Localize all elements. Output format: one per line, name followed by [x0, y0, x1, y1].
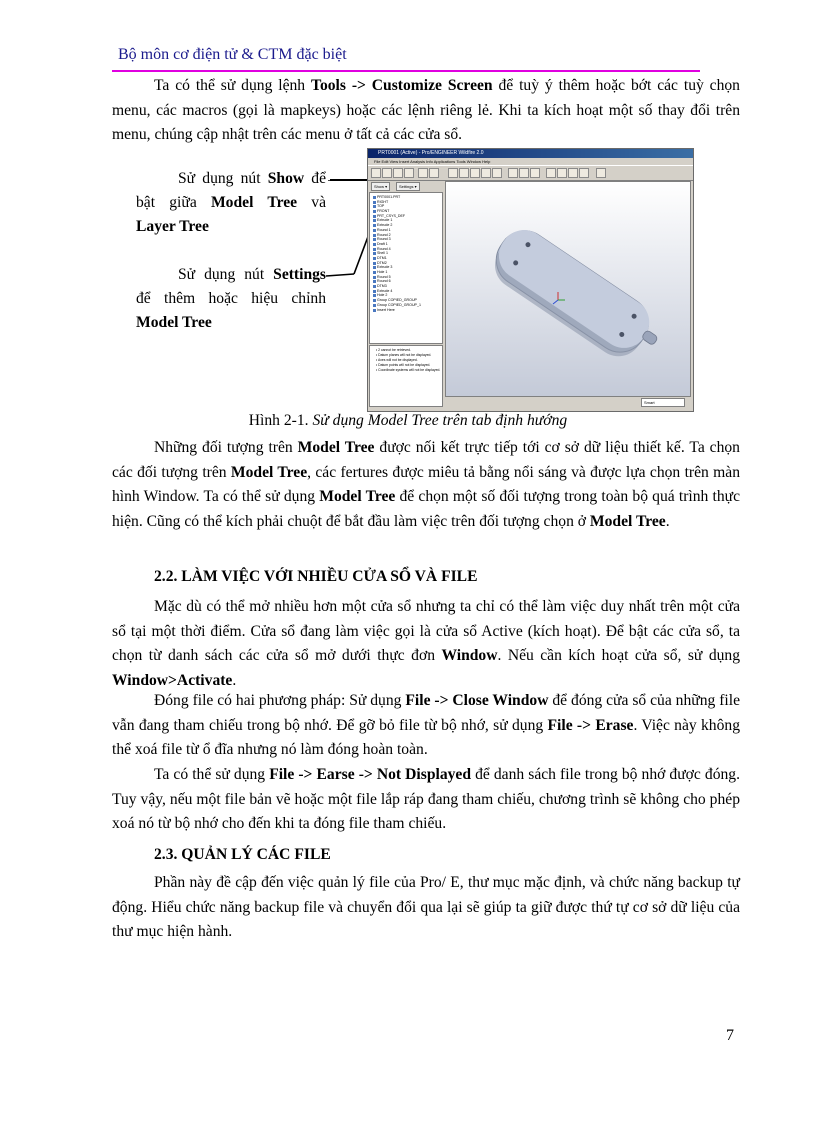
para-close-run: Đóng file có hai phương pháp: Sử dụng: [154, 692, 406, 709]
toolbar-orient-icon[interactable]: [492, 168, 502, 178]
model-tree-paragraph: [112, 436, 740, 534]
model-tree-item[interactable]: Hole 1: [377, 270, 442, 275]
callout-show-run: và: [297, 194, 326, 211]
part-model: [484, 221, 668, 373]
toolbar-shading-icon[interactable]: [530, 168, 540, 178]
model-tree-item[interactable]: Group COPIED_GROUP_1: [377, 303, 442, 308]
callout-show-run: để bật giữa: [136, 170, 326, 211]
header-rule: [112, 70, 700, 72]
model-tree-item[interactable]: Extrude 3: [377, 265, 442, 270]
para-windows-run: Window>Activate: [112, 671, 233, 689]
callout-settings-run: Sử dụng nút: [178, 266, 274, 283]
files-paragraph: [112, 871, 740, 945]
para-close-run: . Việc này không thể xoá file từ ổ đĩa nhưng nó làm đóng hoàn toàn.: [112, 716, 740, 758]
toolbar-undo-icon[interactable]: [418, 168, 428, 178]
callout-show-run: Sử dụng nút: [178, 170, 268, 187]
para-model-tree-run: Những đối tượng trên: [154, 439, 298, 456]
intro-run: Tools -> Customize Screen: [310, 77, 493, 94]
toolbar-hidden-line-icon[interactable]: [519, 168, 529, 178]
model-tree-item[interactable]: PRT0001.PRT: [377, 195, 442, 200]
toolbar-print-icon[interactable]: [404, 168, 414, 178]
para-close-run: File -> Erase: [547, 716, 634, 734]
para-model-tree-run: được nối kết trực tiếp tới cơ sở dữ liệu thiết kế. Ta chọn các đối tượng trên: [112, 439, 740, 481]
message-item: • Datum planes will not be displayed.: [376, 353, 432, 357]
proe-screenshot: [367, 148, 694, 412]
para-model-tree-run: Model Tree: [230, 463, 308, 481]
message-item: • 2 cannot be retrieved.: [376, 348, 411, 352]
toolbar-zoom-out-icon[interactable]: [470, 168, 480, 178]
toolbar-refit-icon[interactable]: [481, 168, 491, 178]
proe-toolbar: [368, 165, 693, 181]
model-tree-item[interactable]: PRT_CSYS_DEF: [377, 214, 442, 219]
show-button[interactable]: Show ▾: [371, 182, 390, 191]
caption-prefix: Hình 2-1.: [248, 412, 313, 429]
toolbar-help-icon[interactable]: [596, 168, 606, 178]
para-close-run: để đóng cửa sổ của những file vẫn đang tham chiếu trong bộ nhớ. Để gỡ bỏ file từ bộ nhớ, sử dụng: [112, 692, 740, 734]
toolbar-repaint-icon[interactable]: [448, 168, 458, 178]
proe-menu-bar[interactable]: File Edit View Insert Analysis Info Applications Tools Window Help: [374, 159, 491, 164]
para-files-run: Phần này đề cập đến việc quản lý file của Pro/ E, thư mục mặc định, và chức năng backup tự động. Hiểu chức năng backup file và chuyển đổi qua lại sẽ giúp ta giữ được thứ tự cơ sở dữ liệu của thư mục hiện hành.: [112, 874, 740, 940]
callout-settings: [136, 263, 326, 335]
model-tree-item[interactable]: Round 5: [377, 275, 442, 280]
model-tree-item[interactable]: DTM2: [377, 261, 442, 266]
intro-run: Ta có thể sử dụng lệnh: [154, 77, 311, 94]
model-tree-item[interactable]: Round 4: [377, 247, 442, 252]
para-erase-run: Ta có thể sử dụng: [154, 766, 270, 783]
message-item: • Axes will not be displayed.: [376, 358, 418, 362]
caption-italic: Sử dụng Model Tree trên tab định hướng: [312, 412, 568, 429]
graphics-window[interactable]: [445, 181, 691, 397]
para-erase-run: để danh sách file trong bộ nhớ được đóng. Tuy vậy, nếu một file bản vẽ hoặc một file lắp ráp đang tham chiếu, chương trình sẽ không cho phép xoá nó từ bộ nhớ cho đến khi ta đóng file tham chiếu.: [112, 766, 740, 832]
para-model-tree-run: Model Tree: [297, 439, 375, 456]
toolbar-datum-axis-icon[interactable]: [557, 168, 567, 178]
model-tree-item[interactable]: Round 2: [377, 233, 442, 238]
callout-show-run: Layer Tree: [136, 218, 209, 235]
toolbar-wireframe-icon[interactable]: [508, 168, 518, 178]
callout-show: [136, 167, 326, 239]
model-tree-item[interactable]: Round 3: [377, 237, 442, 242]
model-tree-item[interactable]: Round 6: [377, 279, 442, 284]
callout-settings-run: Model Tree: [136, 314, 212, 331]
para-model-tree-run: , các fertures được miêu tả bằng nổi sáng và được lựa chọn trên màn hình Window. Ta có thể sử dụng: [112, 463, 740, 505]
model-tree-list: [370, 193, 442, 312]
para-windows-run: . Nếu cần kích hoạt cửa sổ, sử dụng: [497, 647, 741, 664]
model-tree-item[interactable]: TOP: [377, 204, 442, 209]
proe-title-bar: PRT0001 (Active) - Pro/ENGINEER Wildfire 2.0: [368, 149, 693, 158]
page-number: 7: [726, 1027, 734, 1044]
model-tree-item[interactable]: DTM1: [377, 256, 442, 261]
para-model-tree-run: Model Tree: [589, 512, 666, 530]
message-item: • Coordinate systems will not be displayed.: [376, 368, 441, 372]
toolbar-zoom-in-icon[interactable]: [459, 168, 469, 178]
callout-show-run: Show: [267, 170, 305, 187]
model-tree-item[interactable]: Extrude 4: [377, 289, 442, 294]
para-windows-run: .: [232, 671, 237, 689]
para-windows-run: Mặc dù có thể mở nhiều hơn một cửa sổ nhưng ta chỉ có thể làm việc duy nhất trên một cửa sổ tại một thời điểm. Cửa sổ đang làm việc gọi là cửa sổ Active (kích hoạt). Để bật các cửa sổ, ta chọn từ danh sách các cửa sổ mở dưới thực đơn: [112, 598, 740, 664]
message-area: [369, 345, 443, 407]
settings-button[interactable]: Settings ▾: [396, 182, 420, 191]
para-erase-run: File -> Earse -> Not Displayed: [269, 766, 472, 783]
para-model-tree-run: .: [665, 512, 670, 530]
header-title: Bộ môn cơ điện tử & CTM đặc biệt: [118, 46, 347, 63]
para-close-run: File -> Close Window: [405, 692, 549, 709]
message-list: [370, 346, 442, 373]
model-tree-item[interactable]: Extrude 2: [377, 223, 442, 228]
model-tree-item[interactable]: Draft 1: [377, 242, 442, 247]
toolbar-csys-icon[interactable]: [579, 168, 589, 178]
message-item: • Datum points will not be displayed.: [376, 363, 431, 367]
tree-header: [368, 181, 443, 191]
toolbar-redo-icon[interactable]: [429, 168, 439, 178]
model-tree-item[interactable]: Extrude 1: [377, 218, 442, 223]
para-model-tree-run: để chọn một số đối tượng trong toàn bộ quá trình thực hiện. Cũng có thể kích phải chuột để bắt đầu làm việc trên đối tượng chọn ở: [112, 488, 741, 530]
heading-2-3: 2.3. QUẢN LÝ CÁC FILE: [154, 846, 331, 863]
model-tree-item[interactable]: RIGHT: [377, 200, 442, 205]
model-tree-item[interactable]: Group COPIED_GROUP: [377, 298, 442, 303]
callout-settings-run: Settings: [273, 266, 326, 283]
callout-show-run: Model Tree: [210, 194, 298, 211]
part-model-graphic: [446, 182, 690, 396]
toolbar-new-icon[interactable]: [371, 168, 381, 178]
model-tree-item[interactable]: Round 1: [377, 228, 442, 233]
proe-navigator: [368, 181, 443, 410]
model-tree-item[interactable]: DTM3: [377, 284, 442, 289]
windows-paragraph: [112, 595, 740, 693]
intro-run: để tuỳ ý thêm hoặc bớt các tuỳ chọn menu, các macros (gọi là mapkeys) hoặc các lệnh riêng lẻ. Khi ta kích hoạt một số thay đổi trên menu, chúng cập nhật trên các menu ở tất cả các cửa sổ.: [112, 77, 740, 143]
model-tree: [369, 192, 443, 344]
callout-settings-run: để thêm hoặc hiệu chỉnh: [136, 290, 326, 307]
model-tree-item[interactable]: Shell 1: [377, 251, 442, 256]
toolbar-datum-plane-icon[interactable]: [546, 168, 556, 178]
close-paragraph: [112, 689, 740, 763]
toolbar-save-icon[interactable]: [393, 168, 403, 178]
para-windows-run: Window: [441, 647, 498, 664]
model-tree-item[interactable]: Insert Here: [377, 308, 442, 313]
settings-arrow-line-1: [326, 274, 354, 276]
model-tree-item[interactable]: Hole 2: [377, 293, 442, 298]
toolbar-datum-point-icon[interactable]: [568, 168, 578, 178]
toolbar-open-icon[interactable]: [382, 168, 392, 178]
para-model-tree-run: Model Tree: [319, 488, 396, 505]
filter-select[interactable]: Smart: [641, 398, 685, 407]
status-bar: [445, 397, 689, 408]
erase-paragraph: [112, 763, 740, 837]
model-tree-item[interactable]: FRONT: [377, 209, 442, 214]
intro-paragraph: [112, 74, 740, 148]
heading-2-2: 2.2. LÀM VIỆC VỚI NHIỀU CỬA SỔ VÀ FILE: [154, 568, 478, 585]
figure-caption: [0, 412, 816, 430]
